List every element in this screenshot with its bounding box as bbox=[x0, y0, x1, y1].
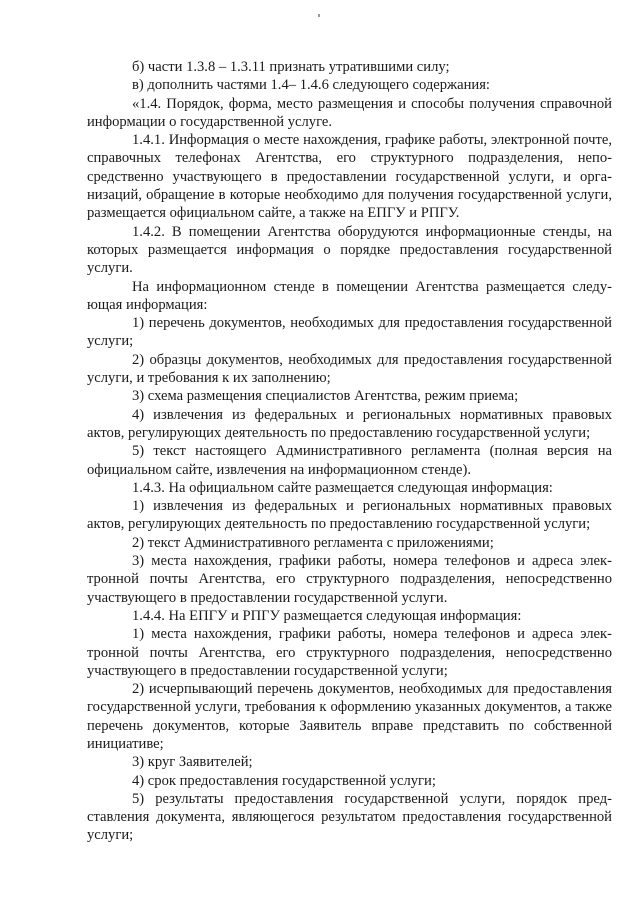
paragraph-1-4: «1.4. Порядок, форма, место размещения и способы получения справочной информации о государственной услуге. bbox=[87, 95, 612, 130]
portal-item-2: 2) исчерпывающий перечень документов, необходимых для предоставления государственной услуги, требования к оформлению указанных документов, а также перечень документов, которые Заявитель вправе представить по собственной инициативе; bbox=[87, 681, 612, 752]
stand-item-2: 2) образцы документов, необходимых для предоставления государственной услуги, и требования к их заполнению; bbox=[87, 351, 612, 387]
stand-item-3: 3) схема размещения специалистов Агентства, режим приема; bbox=[132, 388, 519, 405]
portal-item-4: 4) срок предоставления государственной услуги; bbox=[132, 772, 436, 789]
paragraph-1-4-4: 1.4.4. На ЕПГУ и РПГУ размещается следующая информация: bbox=[132, 607, 522, 624]
site-item-2: 2) текст Административного регламента с приложениями; bbox=[132, 534, 494, 551]
portal-item-1: 1) места нахождения, графики работы, номера телефонов и адреса электронной почты Агентства, его структурного подразделения, непосредственно участвующего в предоставлении государственной услуги; bbox=[87, 626, 612, 679]
document-page bbox=[87, 58, 612, 845]
paragraph-1-4-2: 1.4.2. В помещении Агентства оборудуются информационные стенды, на которых размещается информация о порядке предоставления государственной услуги. bbox=[87, 223, 612, 277]
paragraph-1-4-1: 1.4.1. Информация о месте нахождения, графике работы, электронной почте, справочных телефонах Агентства, его структурного подразделения, непосредственно участвующего в предоставлении государственной услуги, и организаций, обращение в которые необходимо для получения государственной услуги, размещается официальном сайте, а также на ЕПГУ и РПГУ. bbox=[87, 132, 612, 222]
scan-mark bbox=[318, 14, 320, 17]
stand-item-1: 1) перечень документов, необходимых для предоставления государственной услуги; bbox=[87, 315, 612, 350]
stand-item-4: 4) извлечения из федеральных и региональных нормативных правовых актов, регулирующих деятельность по предоставлению государственной услуги; bbox=[87, 406, 612, 441]
portal-item-5: 5) результаты предоставления государственной услуги, порядок представления документа, являющегося результатом предоставления государственной услуги; bbox=[87, 790, 612, 844]
stand-item-5: 5) текст настоящего Административного регламента (полная версия на официальном сайте, извлечения на информационном стенде). bbox=[87, 443, 612, 478]
portal-item-3: 3) круг Заявителей; bbox=[132, 754, 253, 771]
paragraph-b: б) части 1.3.8 – 1.3.11 признать утратившими силу; bbox=[132, 59, 450, 75]
site-item-1: 1) извлечения из федеральных и региональных нормативных правовых актов, регулирующих деятельность по предоставлению государственной услуги; bbox=[87, 498, 612, 533]
paragraph-1-4-3: 1.4.3. На официальном сайте размещается следующая информация: bbox=[132, 479, 553, 496]
paragraph-stand-intro: На информационном стенде в помещении Агентства размещается следующая информация: bbox=[87, 278, 612, 313]
site-item-3: 3) места нахождения, графики работы, номера телефонов и адреса электронной почты Агентства, его структурного подразделения, непосредственно участвующего в предоставлении государственной услуги. bbox=[87, 553, 612, 606]
paragraph-v: в) дополнить частями 1.4– 1.4.6 следующего содержания: bbox=[132, 77, 490, 94]
